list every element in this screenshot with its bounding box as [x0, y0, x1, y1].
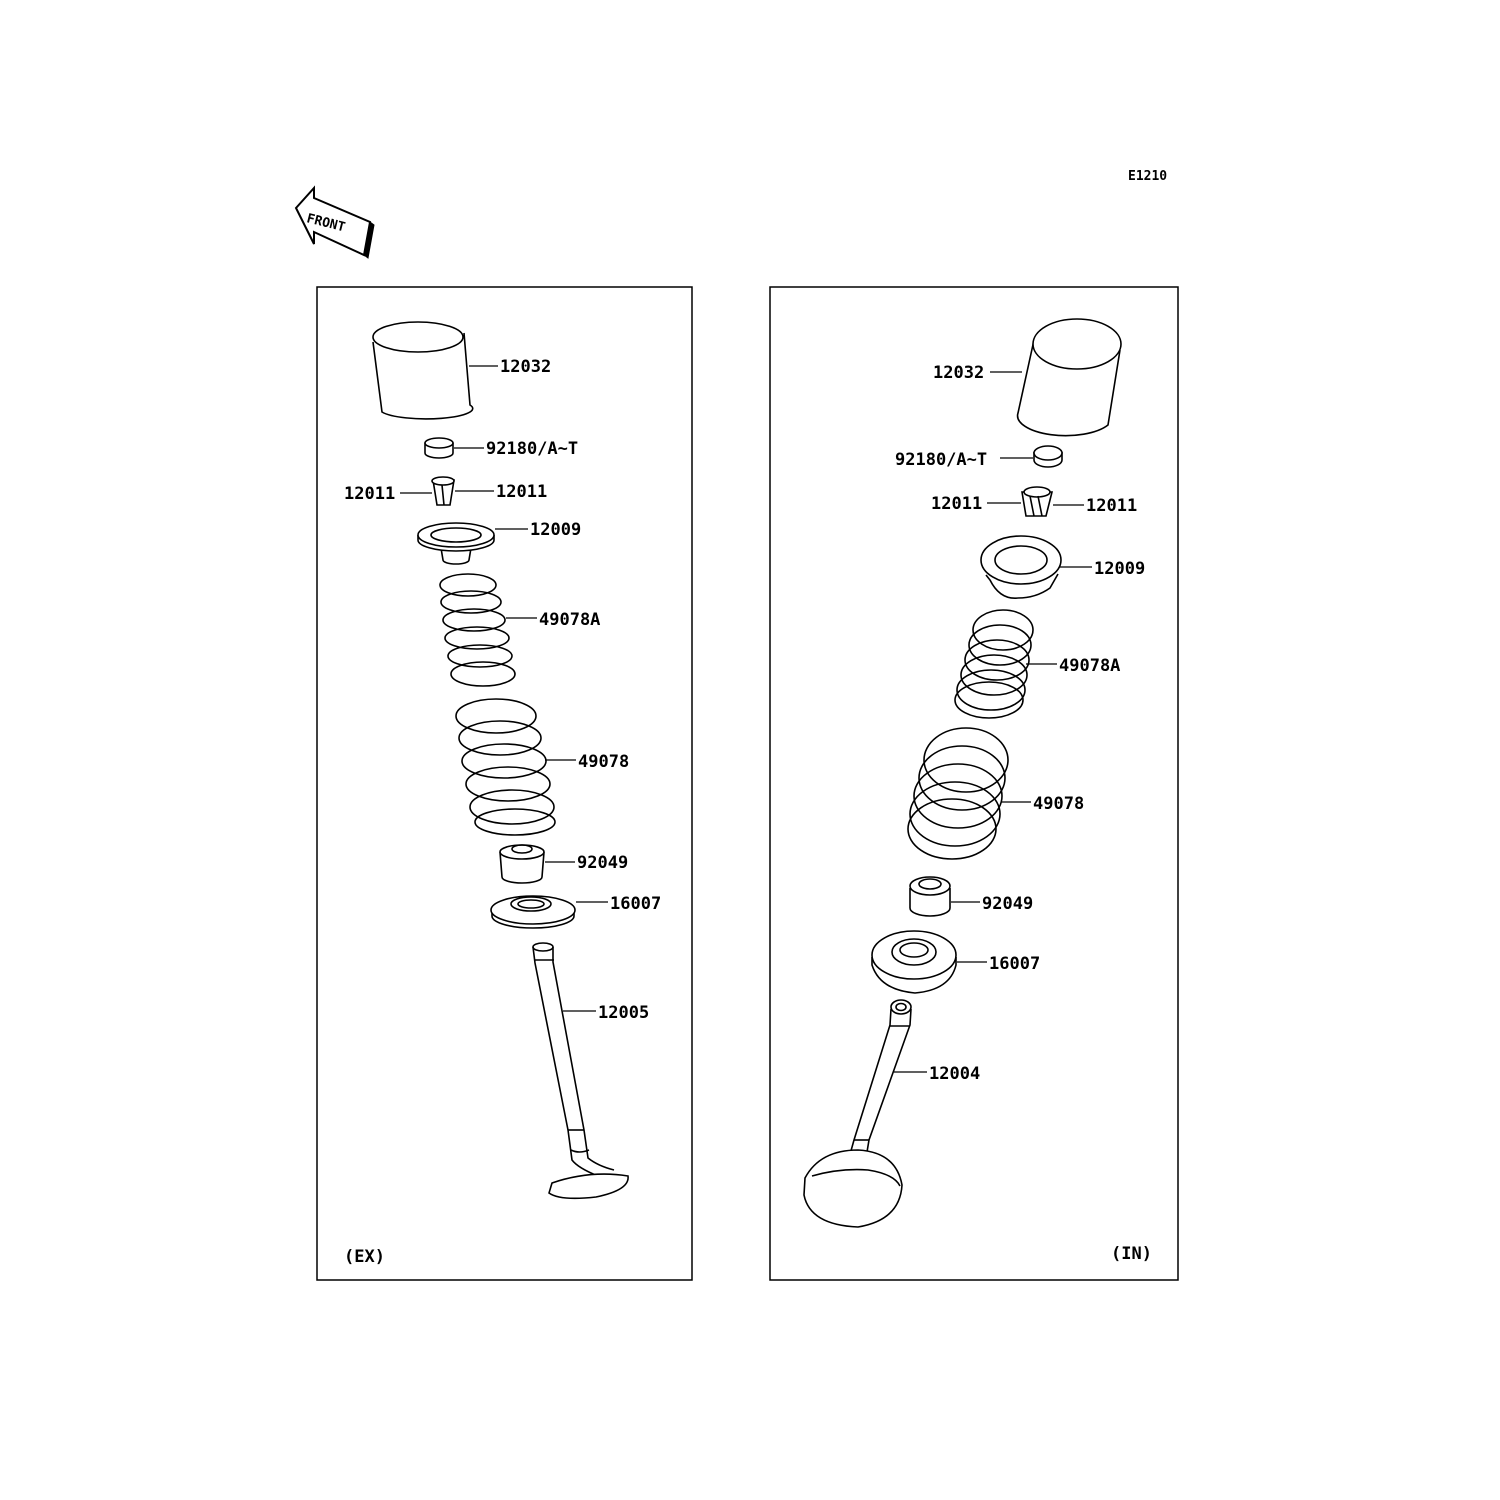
- ex-label-stem-seal: 92049: [577, 853, 629, 873]
- in-retainer: [981, 536, 1061, 598]
- ex-valve: [533, 943, 628, 1198]
- front-arrow-icon: [296, 188, 374, 258]
- in-label-stem-seal: 92049: [982, 894, 1034, 914]
- ex-tappet: [373, 322, 473, 419]
- in-stem-seal: [910, 877, 950, 916]
- in-valve: [804, 1000, 911, 1227]
- ex-label-cotter-right: 12011: [496, 482, 548, 502]
- in-label-shim: 92180/A~T: [895, 450, 988, 470]
- in-spring-seat: [872, 931, 956, 993]
- ex-label-cotter-left: 12011: [344, 484, 396, 504]
- ex-label-spring-seat: 16007: [610, 894, 662, 914]
- in-label-spring-seat: 16007: [989, 954, 1041, 974]
- in-cotters: [1022, 487, 1052, 516]
- front-arrow-label: FRONT: [305, 211, 347, 236]
- ex-label-outer-spring: 49078: [578, 752, 630, 772]
- ex-label-valve: 12005: [598, 1003, 650, 1023]
- panel-ex-frame: [317, 287, 692, 1280]
- ex-shim: [425, 438, 453, 458]
- ex-stem-seal: [500, 845, 544, 883]
- in-label-tappet: 12032: [933, 363, 985, 383]
- ex-spring-seat: [491, 896, 575, 928]
- in-label-inner-spring: 49078A: [1059, 656, 1121, 676]
- in-label-valve: 12004: [929, 1064, 981, 1084]
- ex-label-shim: 92180/A~T: [486, 439, 579, 459]
- in-label-cotter-right: 12011: [1086, 496, 1138, 516]
- panel-in: [770, 287, 1178, 1280]
- ex-cotters: [432, 477, 454, 505]
- ex-label-inner-spring: 49078A: [539, 610, 601, 630]
- ex-inner-spring: [440, 574, 515, 686]
- ex-label-retainer: 12009: [530, 520, 582, 540]
- in-tappet: [1018, 319, 1121, 436]
- ex-retainer: [418, 523, 494, 564]
- in-label-outer-spring: 49078: [1033, 794, 1085, 814]
- ex-outer-spring: [456, 699, 555, 835]
- in-label-cotter-left: 12011: [931, 494, 983, 514]
- in-label-retainer: 12009: [1094, 559, 1146, 579]
- in-outer-spring: [908, 728, 1008, 859]
- in-shim: [1034, 446, 1062, 467]
- in-panel-tag: (IN): [1111, 1244, 1152, 1264]
- panel-ex: [317, 287, 692, 1280]
- panel-in-frame: [770, 287, 1178, 1280]
- ex-label-tappet: 12032: [500, 357, 552, 377]
- diagram-code: E1210: [1128, 169, 1168, 184]
- in-inner-spring: [955, 610, 1033, 718]
- ex-panel-tag: (EX): [344, 1247, 385, 1267]
